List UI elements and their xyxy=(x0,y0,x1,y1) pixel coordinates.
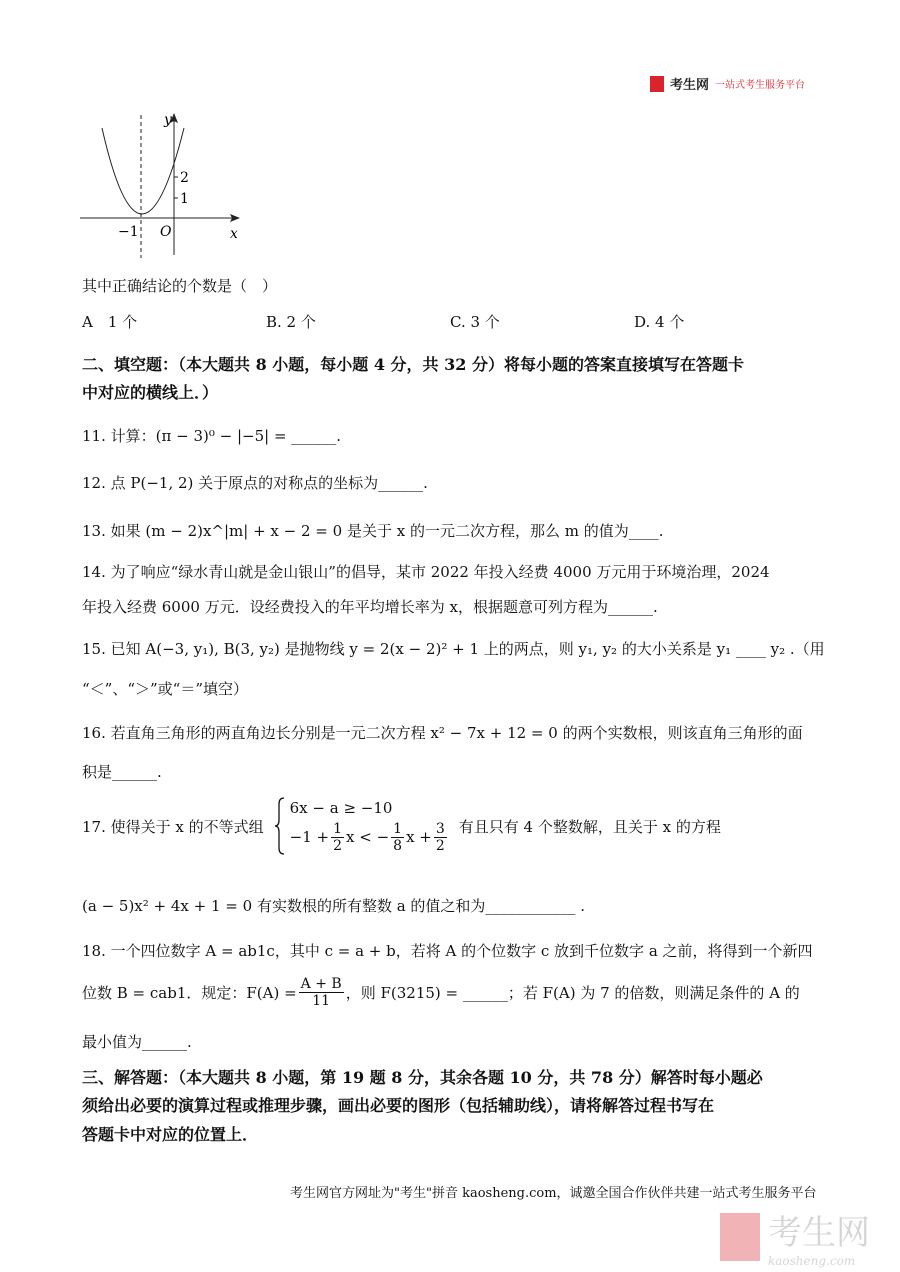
q17-suffix: 有且只有 4 个整数解，且关于 x 的方程 xyxy=(458,817,721,836)
brand-name: 考生网 xyxy=(670,78,710,93)
q10-prompt: 其中正确结论的个数是（ ） xyxy=(82,277,278,295)
ineq-part: −1 + xyxy=(289,828,330,846)
q14-line1: 14. 为了响应“绿水青山就是金山银山”的倡导，某市 2022 年投入经费 4000 万元用于环境治理，2024 xyxy=(82,563,770,581)
q18-line2 xyxy=(82,976,800,1009)
origin-label: O xyxy=(160,224,172,240)
q17-line2: (a − 5)x² + 4x + 1 = 0 有实数根的所有整数 a 的值之和为____________ . xyxy=(82,897,585,915)
brace-icon xyxy=(274,796,286,856)
option-b: B. 2 个 xyxy=(266,313,316,331)
inequality-2 xyxy=(290,821,449,854)
q18-text: 位数 B = cab1．规定：F(A) = xyxy=(82,984,297,1002)
y-tick-label: 2 xyxy=(180,170,189,186)
q18-line3: 最小值为______. xyxy=(82,1033,192,1051)
q18-line1: 18. 一个四位数字 A = ab1c，其中 c = a + b，若将 A 的个位数字 c 放到千位数字 a 之前，将得到一个新四 xyxy=(82,942,813,960)
y-axis-label: y xyxy=(164,112,172,128)
q12: 12. 点 P(−1, 2) 关于原点的对称点的坐标为______. xyxy=(82,474,428,492)
q18-text: ，则 F(3215) = ______；若 F(A) 为 7 的倍数，则满足条件的 A 的 xyxy=(345,984,800,1002)
y-tick-label: 1 xyxy=(180,191,189,207)
fraction: $\frac{3}{2}$ xyxy=(435,820,445,854)
q15-line1: 15. 已知 A(−3, y₁), B(3, y₂) 是抛物线 y = 2(x − 2)² + 1 上的两点，则 y₁, y₂ 的大小关系是 y₁ ____ y₂ .（用 xyxy=(82,640,825,658)
x-tick-label: −1 xyxy=(118,224,139,240)
watermark-name: 考生网 xyxy=(768,1213,870,1253)
fraction: $\frac{1}{8}$ xyxy=(393,820,403,854)
q17-prefix: 17. 使得关于 x 的不等式组 xyxy=(82,817,264,836)
watermark-domain: kaosheng.com xyxy=(768,1254,856,1268)
x-axis-label: x xyxy=(230,226,238,242)
q16-line2: 积是______. xyxy=(82,763,162,781)
header-logo xyxy=(650,74,805,93)
q16-line1: 16. 若直角三角形的两直角边长分别是一元二次方程 x² − 7x + 12 = 0 的两个实数根，则该直角三角形的面 xyxy=(82,724,803,742)
logo-icon xyxy=(650,76,664,92)
option-a: A 1 个 xyxy=(82,313,138,331)
section2-heading-cont: 中对应的横线上．） xyxy=(82,383,219,402)
section3-heading-3: 答题卡中对应的位置上． xyxy=(82,1125,259,1144)
section2-heading: 二、填空题：（本大题共 8 小题，每小题 4 分，共 32 分）将每小题的答案直接填写在答题卡 xyxy=(82,355,744,374)
fraction: $\frac{A + B}{11}$ xyxy=(300,976,342,1009)
option-d: D. 4 个 xyxy=(634,313,685,331)
option-c: C. 3 个 xyxy=(450,313,500,331)
footer-note: 考生网官方网址为"考生"拼音 kaosheng.com，诚邀全国合作伙伴共建一站式考生服务平台 xyxy=(290,1186,817,1201)
q17-line1 xyxy=(82,796,721,856)
brand-slogan: 一站式考生服务平台 xyxy=(715,80,806,91)
watermark xyxy=(720,1205,870,1268)
parabola-graph xyxy=(80,110,250,260)
fraction: $\frac{1}{2}$ xyxy=(333,820,342,854)
inequality-system xyxy=(274,796,449,856)
q15-line2: “＜”、“＞”或“＝”填空） xyxy=(82,680,249,698)
watermark-logo-icon xyxy=(720,1213,760,1261)
section3-heading-2: 须给出必要的演算过程或推理步骤，画出必要的图形（包括辅助线），请将解答过程书写在 xyxy=(82,1096,715,1115)
inequality-1: 6x − a ≥ −10 xyxy=(289,798,393,817)
ineq-part: x < − xyxy=(346,828,390,846)
section3-heading: 三、解答题：（本大题共 8 小题，第 19 题 8 分，其余各题 10 分，共 78 分）解答时每小题必 xyxy=(82,1068,763,1087)
q14-line2: 年投入经费 6000 万元．设经费投入的年平均增长率为 x，根据题意可列方程为______. xyxy=(82,598,658,616)
q13: 13. 如果 (m − 2)x^|m| + x − 2 = 0 是关于 x 的一元二次方程，那么 m 的值为____. xyxy=(82,522,664,540)
ineq-part: x + xyxy=(406,828,432,846)
q11: 11. 计算：(π − 3)⁰ − |−5| = ______. xyxy=(82,427,342,445)
